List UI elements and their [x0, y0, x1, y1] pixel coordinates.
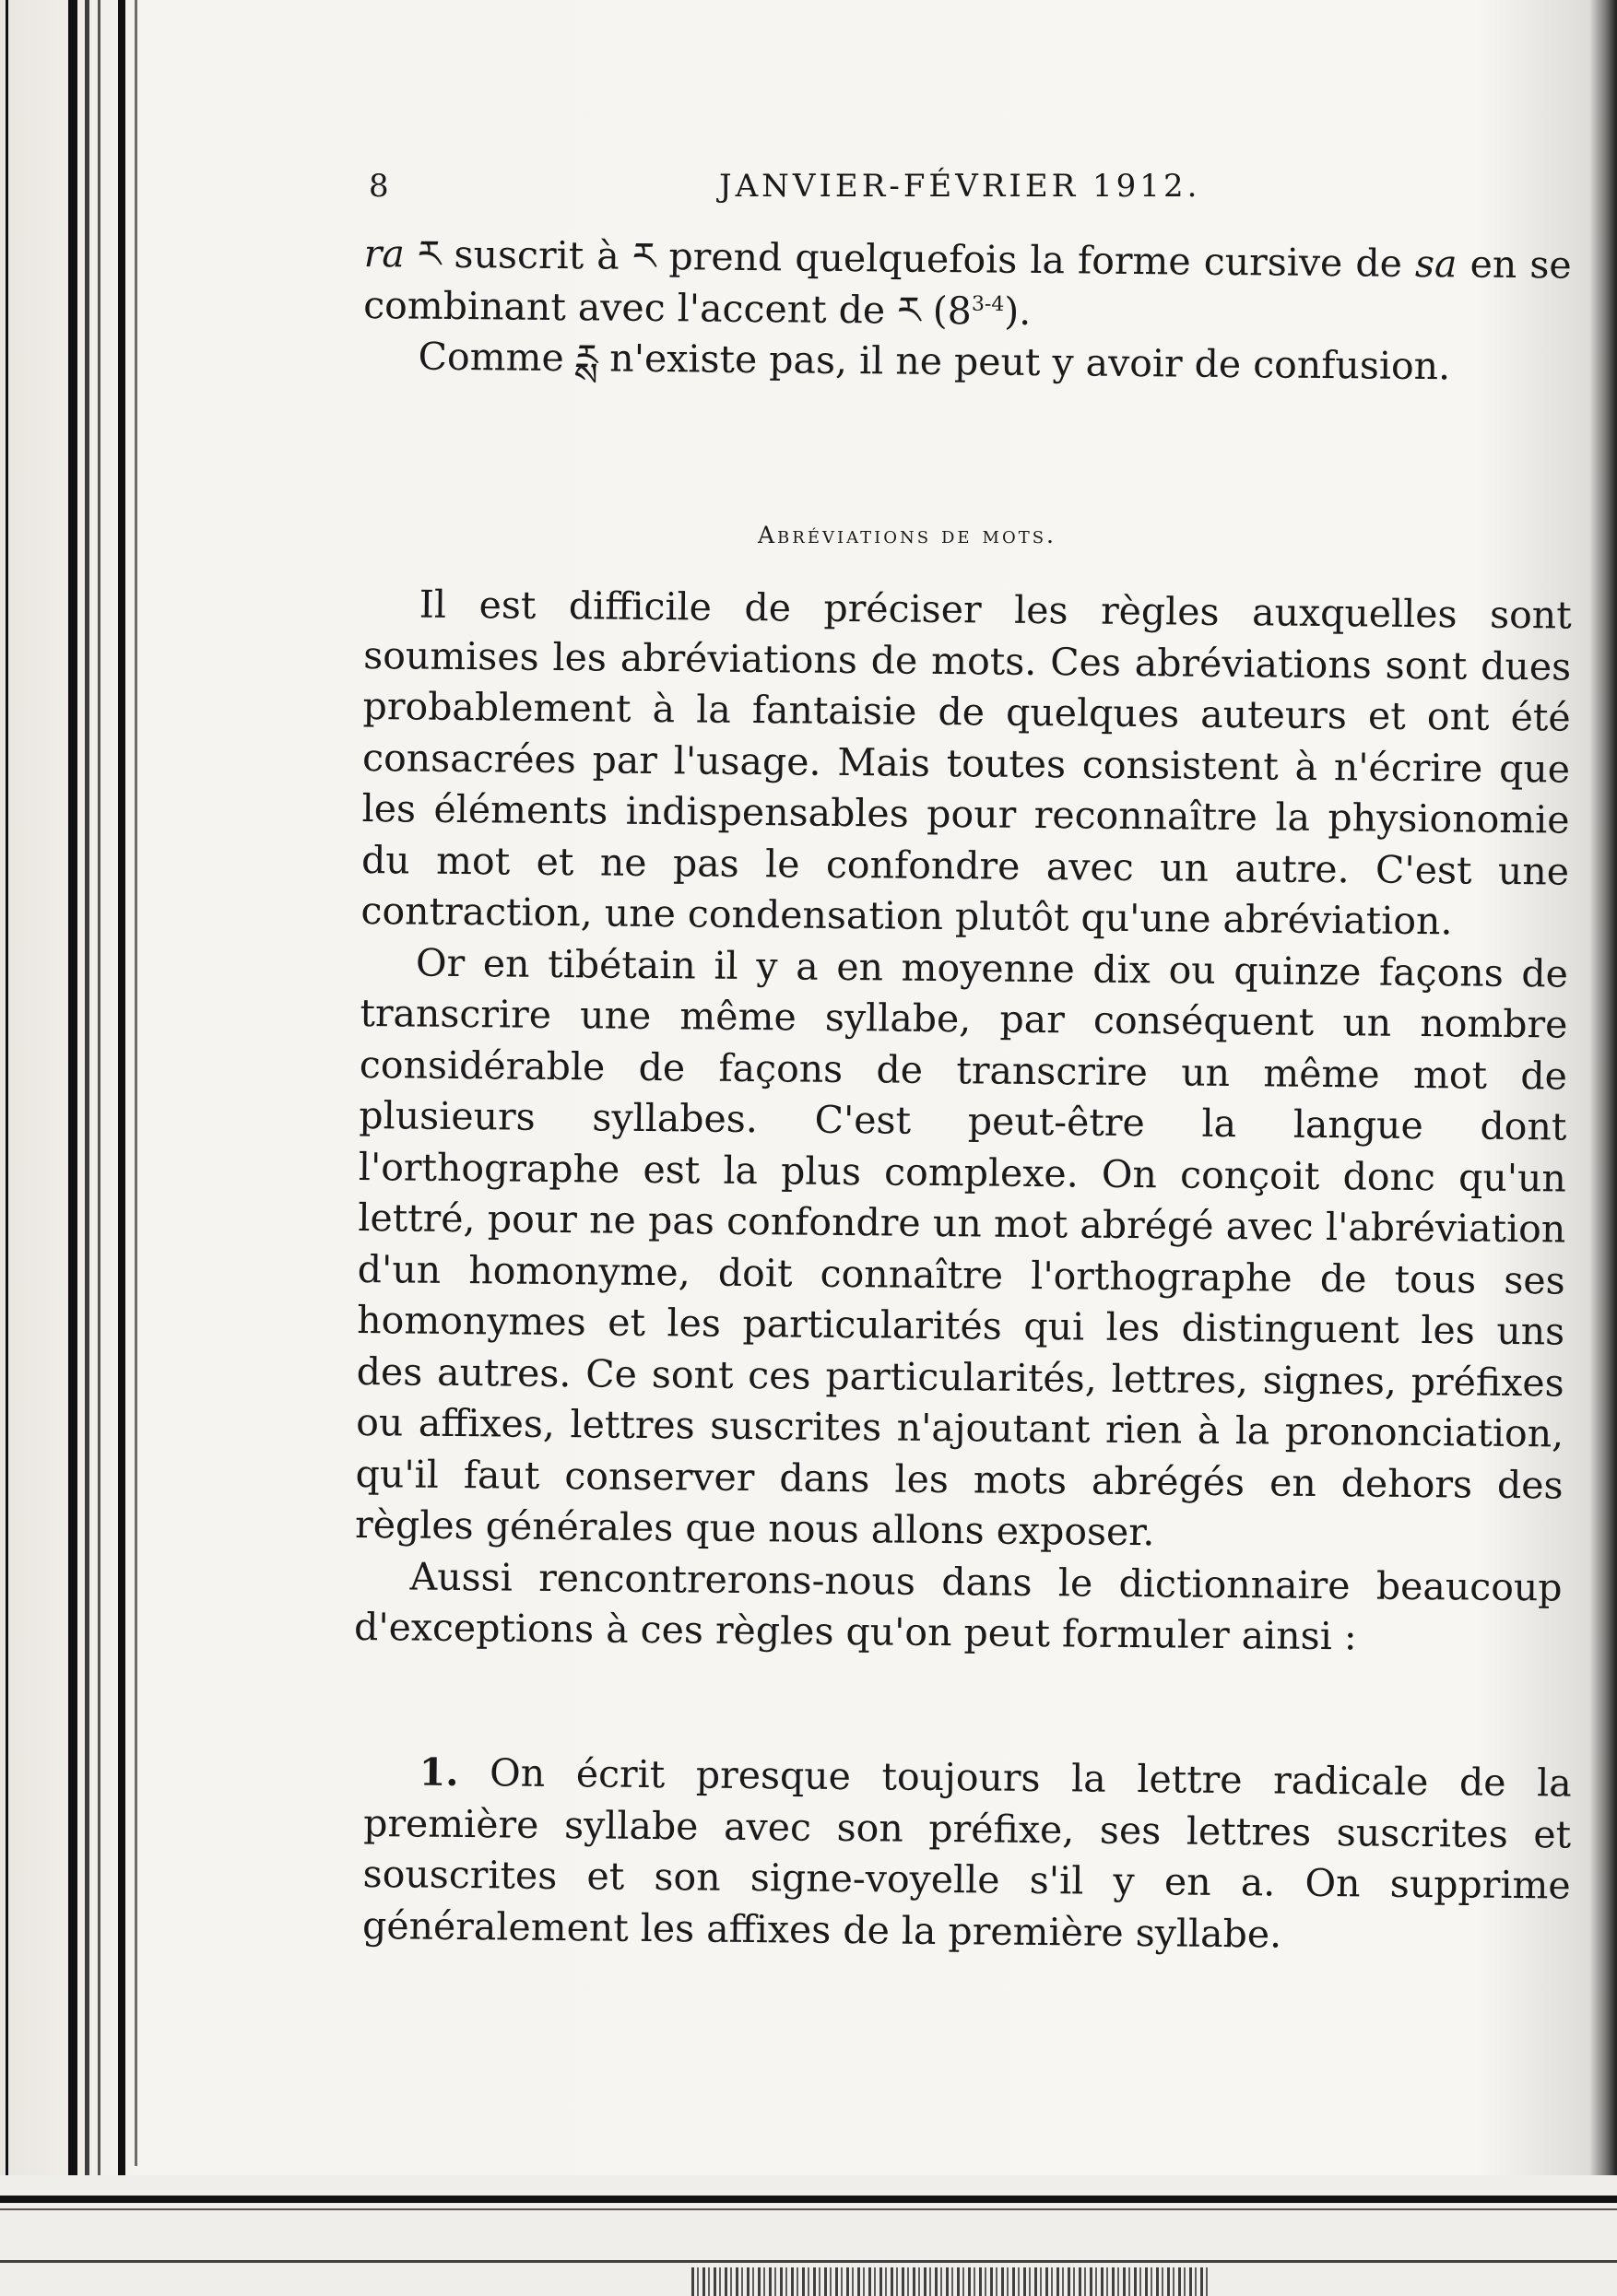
- text-run: n'existe pas, il ne peut y avoir de confusion.: [597, 336, 1451, 389]
- running-title: JANVIER-FÉVRIER 1912.: [719, 168, 1201, 205]
- tibetan-glyph: ཪྶ: [575, 336, 598, 381]
- scan-barcode-strip: [691, 2267, 1208, 2296]
- italic-ra: ra: [363, 230, 406, 277]
- rule-block: [362, 1747, 1572, 1963]
- bottom-rule-lower: [0, 2260, 1617, 2263]
- continued-paragraph: [363, 229, 1572, 343]
- main-text: [354, 579, 1572, 1665]
- text-run: se combinant avec l'accent de: [362, 242, 1572, 333]
- text-run: prend quelquefois la forme cursive de: [655, 234, 1416, 286]
- text-run: ).: [1004, 288, 1032, 334]
- running-head: [369, 168, 1235, 214]
- text-run: (8: [920, 288, 973, 333]
- tibetan-glyph: ར: [417, 231, 442, 277]
- rule-number: 1.: [419, 1749, 459, 1795]
- continued-text: [362, 229, 1572, 394]
- paragraph-1: Il est difficile de préciser les règles auxquelles sont soumises les abréviations de mots. Ces abréviations sont dues probablement à la fantaisie de quelques auteurs et ont été consacrées par l'usage. Mais toutes consistent à n'écrire que les éléments indispensables pour reconnaître la physionomie du mot et ne pas le confondre avec un autre. C'est une contraction, une condensation plutôt qu'une abréviation.: [360, 582, 1572, 944]
- rule-1: [362, 1747, 1572, 1963]
- page-number: 8: [369, 168, 392, 205]
- tibetan-glyph: ཪ: [631, 233, 656, 279]
- reference-superscript: 3-4: [971, 292, 1005, 316]
- section-title: Abréviations de mots.: [758, 522, 1056, 548]
- bottom-rule-thin: [0, 2208, 1617, 2210]
- paragraph-2: Or en tibétain il y a en moyenne dix ou quinze façons de transcrire une même syllabe, par conséquent un nombre considérable de façons de transcrire un même mot de plusieurs syllabes. C'est peut-être la langue dont l'orthographe est la plus complexe. On conçoit donc qu'un lettré, pour ne pas confondre un mot abrégé avec l'abréviation d'un homonyme, doit connaître l'orthographe de tous ses homonymes et les particularités qui les distinguent les uns des autres. Ce sont ces particularités, lettres, signes, préfixes ou affixes, lettres suscrites n'ajoutant rien à la prononciation, qu'il faut conserver dans les mots abrégés en dehors des règles générales que nous allons exposer.: [354, 940, 1569, 1555]
- text-run: en: [1457, 241, 1517, 288]
- bottom-rule-thick: [0, 2196, 1617, 2203]
- text-run: suscrit à: [441, 231, 633, 278]
- italic-sa: sa: [1414, 241, 1458, 287]
- paragraph-3: Aussi rencontrerons-nous dans le dictionnaire beaucoup d'exceptions à ces règles qu'on peut formuler ainsi :: [353, 1554, 1563, 1659]
- tibetan-glyph: ཪ: [896, 288, 921, 333]
- binding-edge: [0, 0, 157, 2212]
- text-run: Comme: [418, 334, 577, 381]
- right-page-edge: [1589, 0, 1617, 2212]
- rule-text: On écrit presque toujours la lettre radicale de la première syllabe avec son préfixe, ses lettres suscrites et souscrites et son signe-voyelle s'il y en a. On supprime généralement les affixes de la première syllabe.: [361, 1749, 1572, 1957]
